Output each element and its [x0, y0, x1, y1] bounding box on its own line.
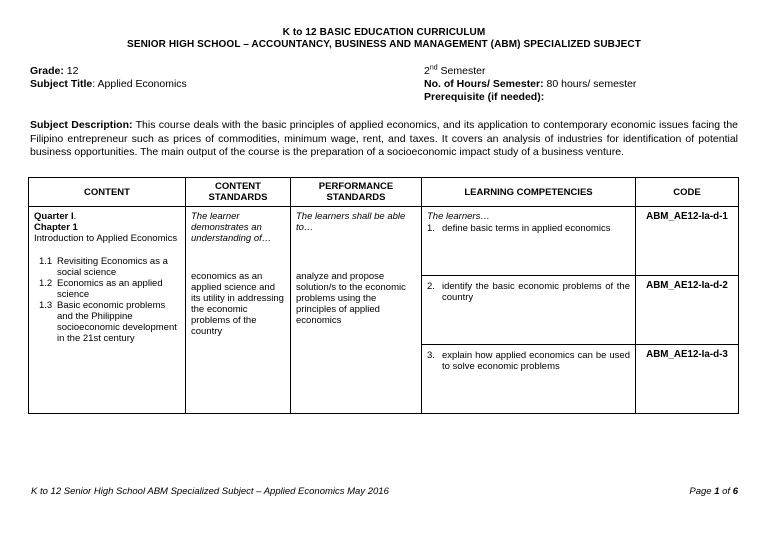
content-topic: 1.1 Revisiting Economics as a social science: [39, 256, 168, 278]
subject-title-label: Subject Title: [30, 78, 93, 90]
col-header-code: CODE: [636, 178, 739, 207]
competency-item: 2. identify the basic economic problems of the country: [427, 281, 630, 303]
table-row: [29, 207, 739, 276]
content-standards-cell: [186, 207, 291, 414]
semester-text: Semester: [437, 65, 486, 77]
content-cell: [29, 207, 186, 414]
subject-description-text: This course deals with the basic principles of applied economics, and its application to contemporary economic issues facing the Filipino entrepreneur such as prices of commodities, minimum wage, rent, and taxes. It covers an analysis of industries for identification of potential business opportunities. The main output of the course is the preparation of a socioeconomic impact study of a business venture.: [30, 119, 738, 158]
semester-line: [424, 65, 636, 78]
footer-document-title: K to 12 Senior High School ABM Specialized Subject – Applied Economics May 2016: [31, 486, 389, 497]
performance-standards-body: analyze and propose solution/s to the economic problems using the principles of applied economics: [296, 271, 406, 326]
prerequisite-label: Prerequisite (if needed):: [424, 91, 545, 103]
code-cell: ABM_AE12-Ia-d-1: [636, 207, 739, 276]
page-footer: [31, 486, 738, 498]
hours-line: [424, 78, 636, 91]
hours-value: 80 hours/ semester: [546, 78, 637, 90]
curriculum-table: [28, 177, 739, 414]
competency-item: 3. explain how applied economics can be used to solve economic problems: [427, 350, 630, 372]
subject-description-label: Subject Description:: [30, 119, 133, 131]
code-cell: ABM_AE12-Ia-d-3: [636, 345, 739, 414]
subject-description: [0, 119, 768, 160]
info-section: [0, 65, 768, 106]
col-header-content: CONTENT: [29, 178, 186, 207]
info-right-column: [424, 65, 636, 104]
doc-header: [0, 0, 768, 51]
grade-label: Grade:: [30, 65, 64, 77]
col-header-learning-competencies: LEARNING COMPETENCIES: [422, 178, 636, 207]
hours-label: No. of Hours/ Semester:: [424, 78, 544, 90]
total-pages: 6: [732, 486, 738, 497]
content-standards-body: economics as an applied science and its utility in addressing the economic problems of the country: [191, 271, 284, 337]
code-cell: ABM_AE12-Ia-d-2: [636, 276, 739, 345]
content-topic: 1.2 Economics as an applied science: [39, 278, 163, 300]
content-topic: 1.3 Basic economic problems and the Philippine socioeconomic development in the 21st century: [39, 300, 177, 344]
semester-number: 2: [424, 65, 430, 77]
grade-value: 12: [66, 65, 79, 77]
content-topic-list: [34, 256, 180, 344]
doc-title-line1: K to 12 BASIC EDUCATION CURRICULUM: [282, 27, 486, 38]
subject-title-value: : Applied Economics: [92, 78, 187, 90]
col-header-content-standards: CONTENT STANDARDS: [186, 178, 291, 207]
performance-standards-cell: [291, 207, 422, 414]
content-standards-intro: The learner demonstrates an understanding of…: [191, 211, 272, 244]
competency-item: 1. define basic terms in applied economics: [427, 223, 611, 234]
competency-cell: [422, 207, 636, 276]
doc-title-line2: SENIOR HIGH SCHOOL – ACCOUNTANCY, BUSINESS AND MANAGEMENT (ABM) SPECIALIZED SUBJECT: [127, 39, 641, 50]
semester-ordinal: nd: [429, 64, 438, 72]
chapter-title: Introduction to Applied Economics: [34, 233, 178, 244]
competency-cell: [422, 345, 636, 414]
competency-cell: [422, 276, 636, 345]
quarter-heading: Quarter I.: [34, 211, 77, 222]
page-number: 1: [714, 486, 720, 497]
footer-page-indicator: Page 1 of 6: [689, 486, 738, 497]
table-header-row: [29, 178, 739, 207]
chapter-heading: Chapter 1: [34, 222, 78, 233]
competencies-intro: The learners…: [427, 211, 490, 222]
col-header-performance-standards: PERFORMANCE STANDARDS: [291, 178, 422, 207]
performance-standards-intro: The learners shall be able to…: [296, 211, 406, 233]
